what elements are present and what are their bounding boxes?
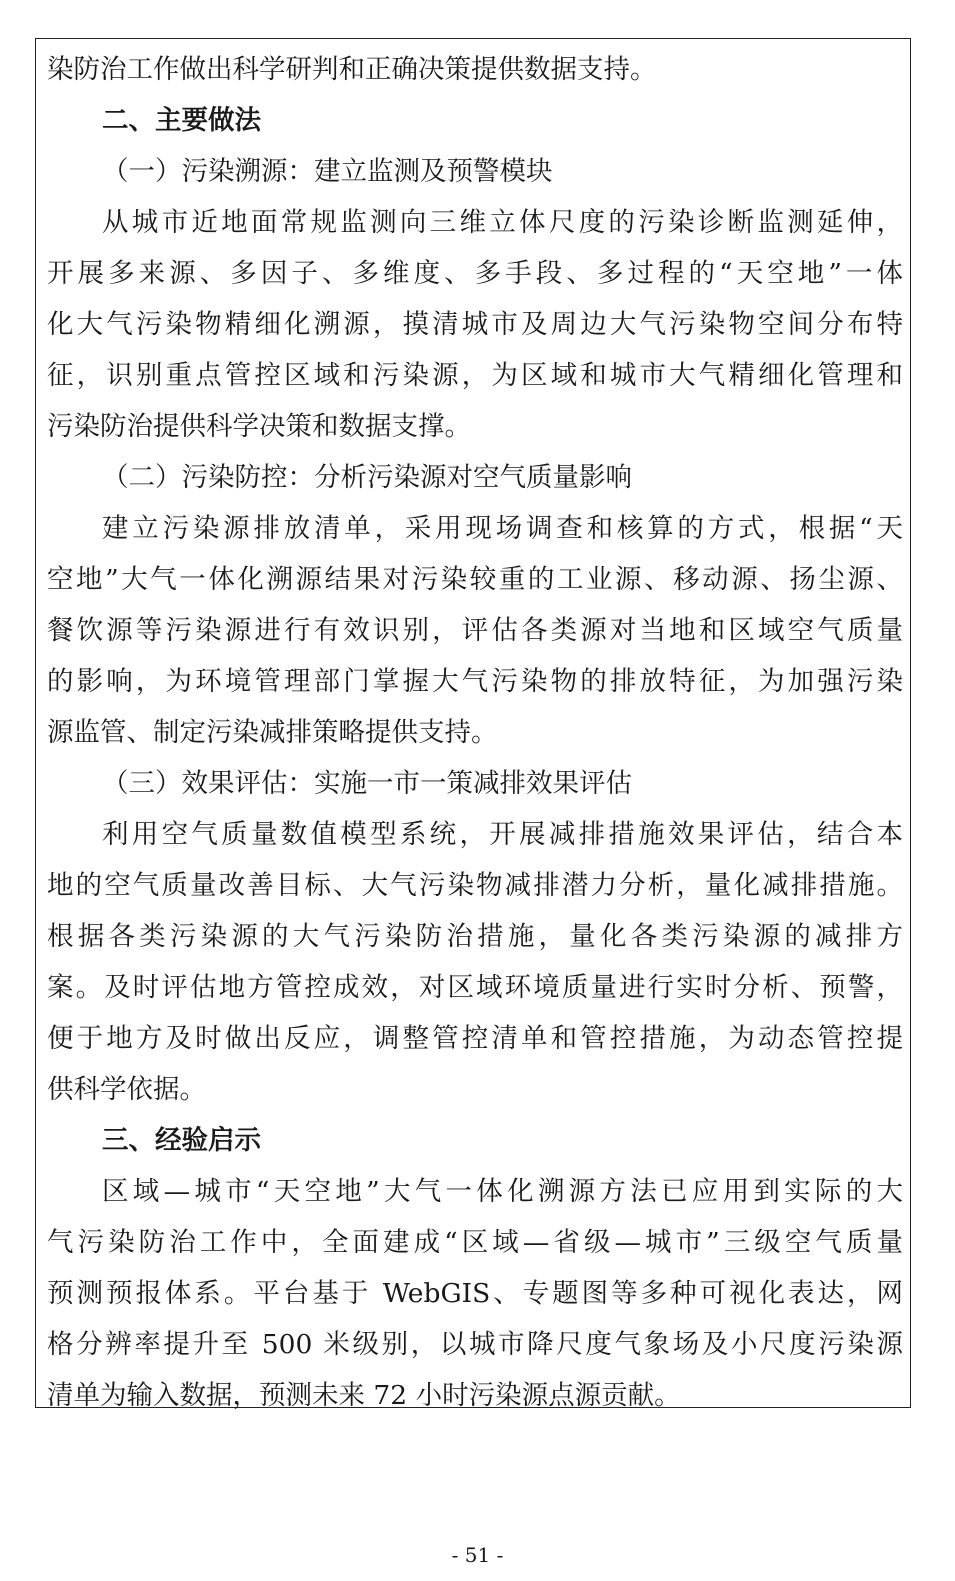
body-line: 污染防治提供科学决策和数据支撑。 [47,411,471,442]
body-line: 气污染防治工作中，全面建成“区域—省级—城市”三级空气质量 [47,1227,903,1258]
body-line: 从城市近地面常规监测向三维立体尺度的污染诊断监测延伸， [102,207,903,238]
body-line: 供科学依据。 [47,1074,206,1105]
body-line: 便于地方及时做出反应，调整管控清单和管控措施，为动态管控提 [47,1023,903,1054]
body-line: 案。及时评估地方管控成效，对区域环境质量进行实时分析、预警， [47,972,903,1003]
subsection-heading: （一）污染溯源：建立监测及预警模块 [102,156,553,187]
body-line: 空地”大气一体化溯源结果对污染较重的工业源、移动源、扬尘源、 [47,564,903,595]
body-line: 利用空气质量数值模型系统，开展减排措施效果评估，结合本 [102,819,903,850]
page-number: - 51 - [451,1543,504,1567]
body-line: 餐饮源等污染源进行有效识别，评估各类源对当地和区域空气质量 [47,615,903,646]
body-line: 建立污染源排放清单，采用现场调查和核算的方式，根据“天 [102,513,903,544]
body-line: 征，识别重点管控区域和污染源，为区域和城市大气精细化管理和 [47,360,903,391]
body-line: 源监管、制定污染减排策略提供支持。 [47,717,498,748]
section-heading: 三、经验启示 [102,1125,261,1156]
body-line: 格分辨率提升至 500 米级别，以城市降尺度气象场及小尺度污染源 [47,1329,903,1360]
body-line: 区域—城市“天空地”大气一体化溯源方法已应用到实际的大 [102,1176,903,1207]
body-line: 预测预报体系。平台基于 WebGIS、专题图等多种可视化表达，网 [47,1278,903,1309]
body-line: 的影响，为环境管理部门掌握大气污染物的排放特征，为加强污染 [47,666,903,697]
body-line: 开展多来源、多因子、多维度、多手段、多过程的“天空地”一体 [47,258,903,289]
section-heading: 二、主要做法 [102,105,261,136]
body-line: 化大气污染物精细化溯源，摸清城市及周边大气污染物空间分布特 [47,309,903,340]
subsection-heading: （三）效果评估：实施一市一策减排效果评估 [102,768,632,799]
subsection-heading: （二）污染防控：分析污染源对空气质量影响 [102,462,632,493]
body-line: 地的空气质量改善目标、大气污染物减排潜力分析，量化减排措施。 [47,870,903,901]
body-line: 清单为输入数据，预测未来 72 小时污染源点源贡献。 [47,1380,681,1411]
body-line: 染防治工作做出科学研判和正确决策提供数据支持。 [47,54,657,85]
body-line: 根据各类污染源的大气污染防治措施，量化各类污染源的减排方 [47,921,903,952]
